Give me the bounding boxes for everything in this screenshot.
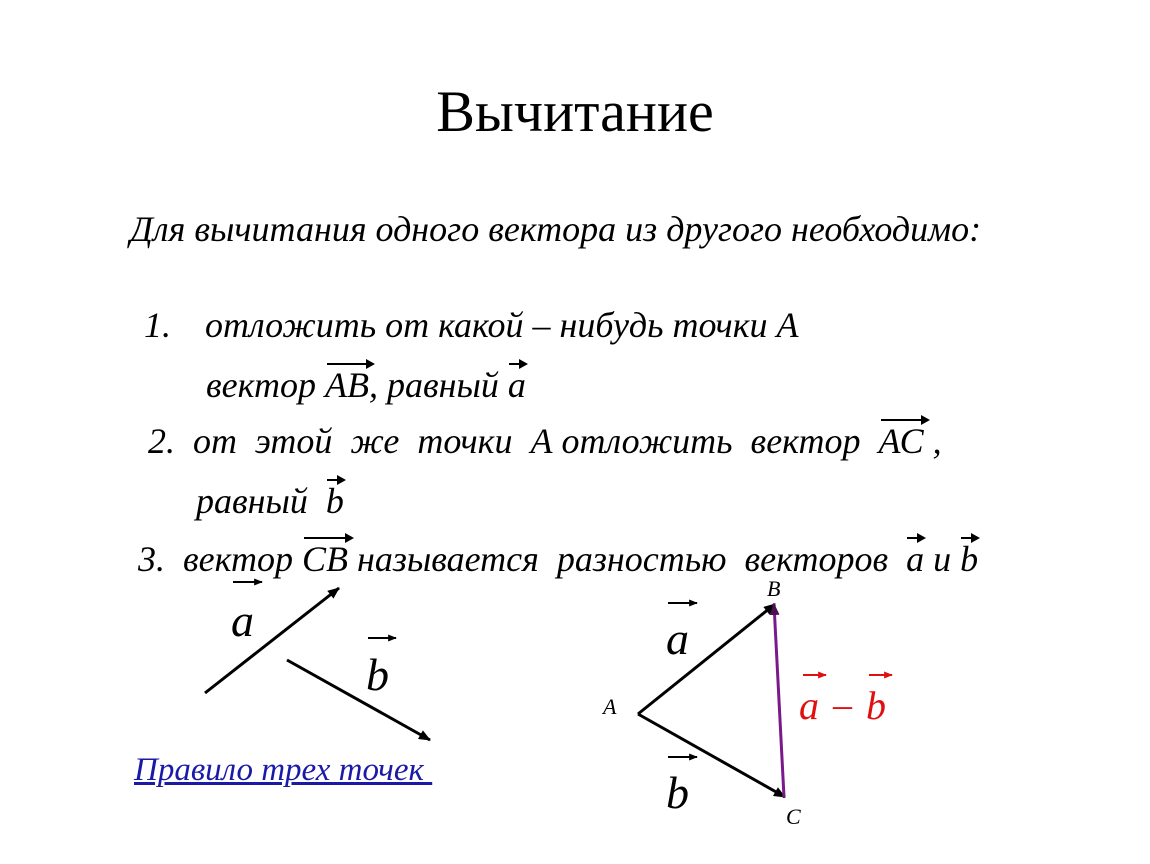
- vector-b-arrow: [287, 660, 430, 740]
- edge-ac-arrow: [638, 714, 785, 797]
- label-b: b: [366, 649, 389, 700]
- intro-text: Для вычитания одного вектора из другого необходимо:: [130, 209, 982, 249]
- step-1-cont-text-2: , равный: [368, 365, 508, 405]
- step-2-number: 2.: [148, 421, 175, 461]
- edge-cb-arrow: [774, 604, 784, 797]
- tri-label-b: b: [666, 767, 689, 818]
- left-diagram: [205, 582, 430, 740]
- point-c-label: C: [786, 804, 801, 829]
- step-2-comma: ,: [923, 421, 942, 461]
- three-points-rule-link[interactable]: Правило трех точек: [134, 752, 433, 788]
- vector-a-step3-label: а: [906, 539, 925, 579]
- diff-label-b: b: [866, 683, 886, 728]
- step-1-cont-text: вектор: [206, 365, 325, 405]
- diff-label-a: a: [799, 683, 819, 728]
- right-diagram: [601, 576, 892, 829]
- vector-cb-label: СВ: [301, 539, 348, 579]
- diff-minus: –: [833, 684, 852, 726]
- vector-a-label: а: [507, 365, 526, 405]
- page-title: Вычитание: [436, 79, 714, 144]
- vector-ac-label: АС: [878, 421, 924, 461]
- vector-ab-label: АВ: [324, 365, 369, 405]
- step-1-text: отложить от какой – нибудь точки А: [205, 305, 799, 345]
- step-3-text-2: называется разностью векторов: [347, 539, 907, 579]
- step-1-number: 1.: [144, 305, 171, 345]
- step-2-cont-text: равный: [196, 481, 326, 521]
- edge-ab-arrow: [638, 604, 775, 714]
- vector-b-step3-label: b: [960, 539, 979, 579]
- label-a: a: [231, 595, 254, 646]
- step-3-and: и: [924, 539, 961, 579]
- point-b-label: B: [767, 576, 781, 601]
- step-3-number: 3.: [138, 539, 165, 579]
- step-2-text: от этой же точки А отложить вектор: [193, 421, 879, 461]
- step-3-text: вектор: [183, 539, 302, 579]
- vector-b-label: b: [325, 481, 344, 521]
- tri-label-a: a: [666, 613, 689, 664]
- point-a-label: A: [603, 694, 617, 719]
